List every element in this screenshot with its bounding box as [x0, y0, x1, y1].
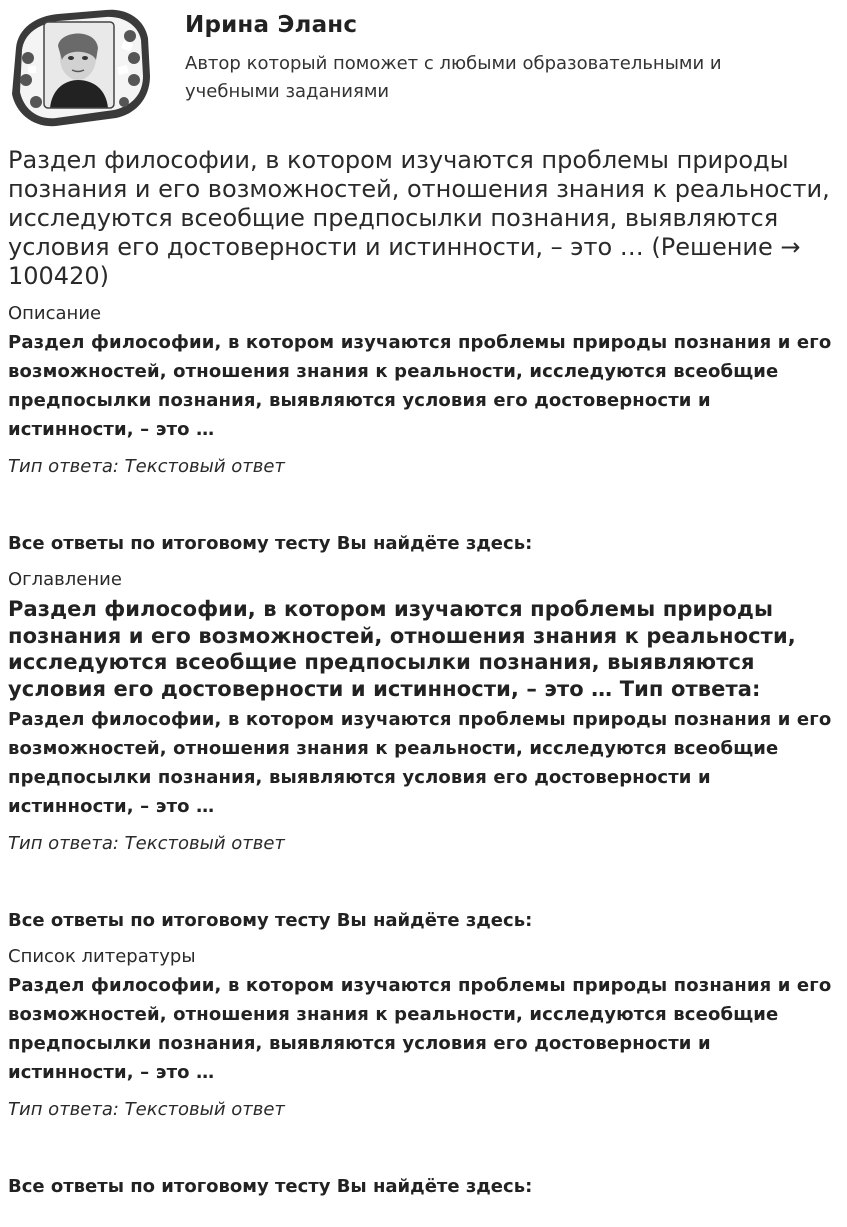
author-name[interactable]: Ирина Эланс — [185, 12, 358, 38]
all-answers-link-text: Все ответы по итоговому тесту Вы найдёте здесь: — [8, 910, 533, 931]
literature-question-text: Раздел философии, в котором изучаются проблемы природы познания и его возможностей, отношения знания к реальности, исследуются всеобщие предпосылки познания, выявляются условия его достоверности и истинности, – это … — [8, 975, 832, 1083]
section-label-description: Описание — [8, 303, 102, 324]
all-answers-link-text: Все ответы по итоговому тесту Вы найдёте здесь: — [8, 1176, 533, 1197]
author-header — [0, 0, 847, 140]
description-question-text: Раздел философии, в котором изучаются проблемы природы познания и его возможностей, отношения знания к реальности, исследуются всеобщие предпосылки познания, выявляются условия его достоверности и истинности, – это … — [8, 332, 832, 440]
main-content — [8, 146, 842, 1198]
toc-answer-type: Тип ответа: Текстовый ответ — [8, 833, 285, 854]
toc-heading: Раздел философии, в котором изучаются проблемы природы познания и его возможностей, отношения знания к реальности, исследуются всеобщие предпосылки познания, выявляются условия его достоверности и истинности, – это … Тип ответа: — [8, 597, 796, 701]
literature-answer-type: Тип ответа: Текстовый ответ — [8, 1099, 285, 1120]
description-answer-type: Тип ответа: Текстовый ответ — [8, 456, 285, 477]
toc-question-text: Раздел философии, в котором изучаются проблемы природы познания и его возможностей, отношения знания к реальности, исследуются всеобщие предпосылки познания, выявляются условия его достоверности и истинности, – это … — [8, 709, 832, 817]
all-answers-link-text: Все ответы по итоговому тесту Вы найдёте здесь: — [8, 533, 533, 554]
author-avatar-icon — [6, 6, 152, 128]
page-title: Раздел философии, в котором изучаются проблемы природы познания и его возможностей, отношения знания к реальности, исследуются всеобщие предпосылки познания, выявляются условия его достоверности и истинности, – это … (Решение → 100420) — [8, 146, 830, 290]
author-description: Автор который поможет с любыми образовательными и учебными заданиями — [185, 53, 722, 102]
section-label-literature: Список литературы — [8, 946, 196, 967]
section-label-toc: Оглавление — [8, 569, 122, 590]
